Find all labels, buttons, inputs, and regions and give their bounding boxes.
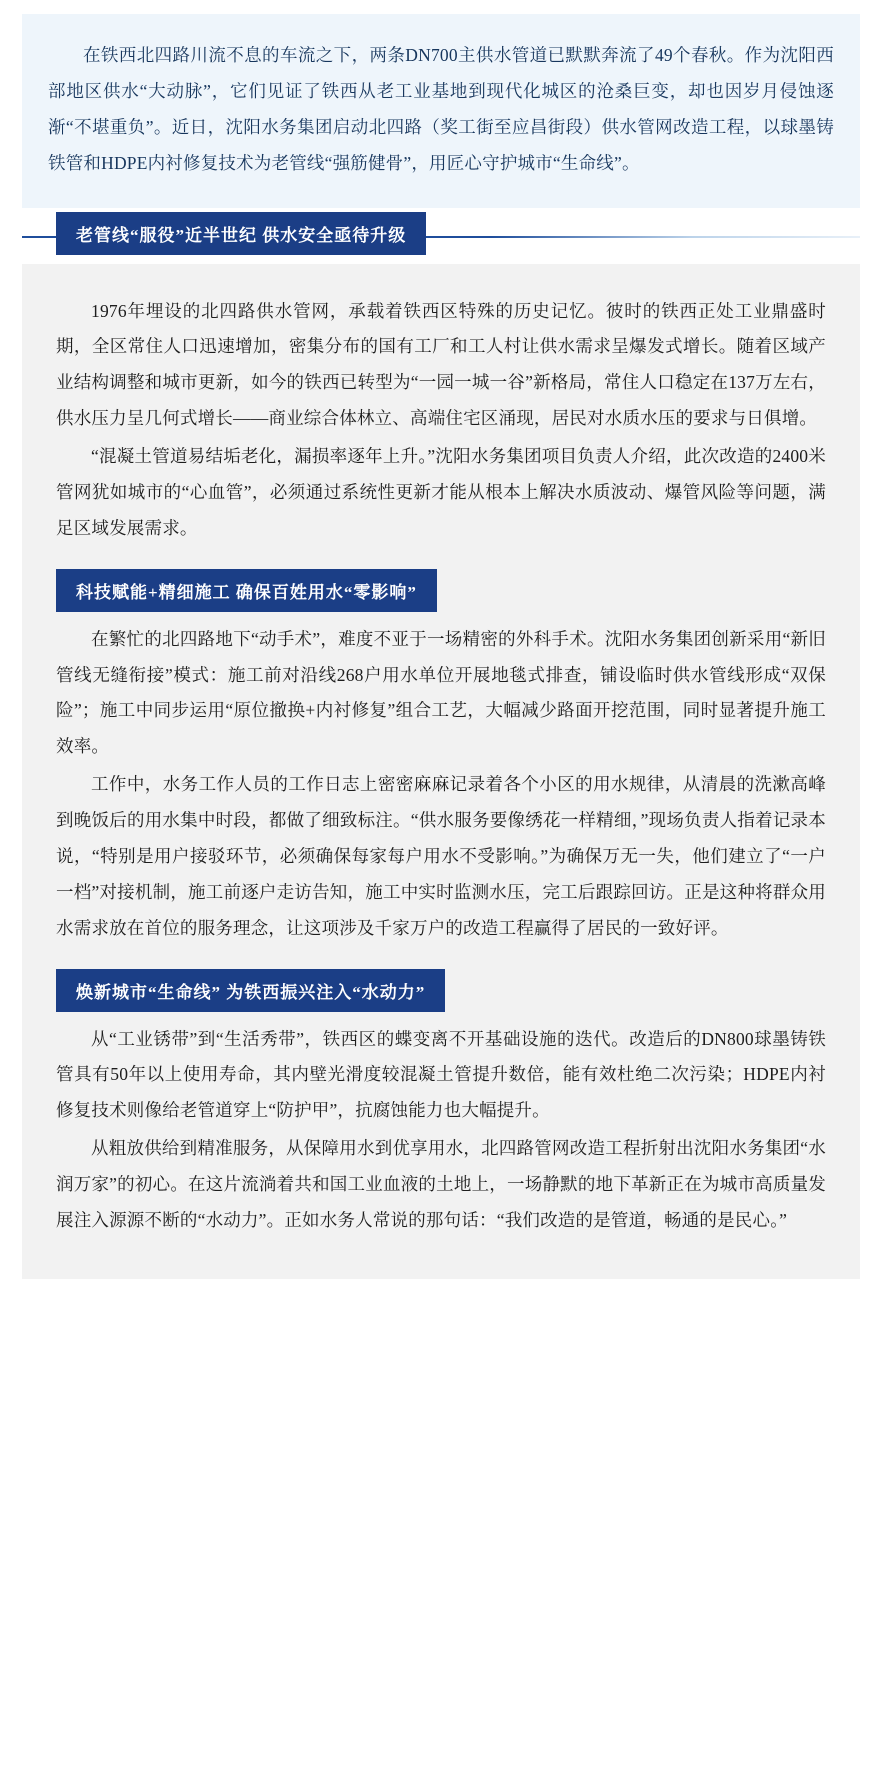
section-heading-3: 焕新城市“生命线” 为铁西振兴注入“水动力” <box>56 969 445 1012</box>
section-1-paragraph-2: “混凝土管道易结垢老化，漏损率逐年上升。”沈阳水务集团项目负责人介绍，此次改造的2400米管网犹如城市的“心血管”，必须通过系统性更新才能从根本上解决水质波动、爆管风险等问题，满足区域发展需求。 <box>56 446 826 538</box>
lead-paragraph: 在铁西北四路川流不息的车流之下，两条DN700主供水管道已默默奔流了49个春秋。作为沈阳西部地区供水“大动脉”，它们见证了铁西从老工业基地到现代化城区的沧桑巨变，却也因岁月侵蚀逐渐“不堪重负”。近日，沈阳水务集团启动北四路（奖工街至应昌街段）供水管网改造工程，以球墨铸铁管和HDPE内衬修复技术为老管线“强筋健骨”，用匠心守护城市“生命线”。 <box>48 45 834 173</box>
spacer-1 <box>22 547 860 569</box>
heading-row-2 <box>22 569 860 622</box>
section-3-paragraph-1: 从“工业锈带”到“生活秀带”，铁西区的蝶变离不开基础设施的迭代。改造后的DN800球墨铸铁管具有50年以上使用寿命，其内壁光滑度较混凝土管提升数倍，能有效杜绝二次污染；HDPE内衬修复技术则像给老管道穿上“防护甲”，抗腐蚀能力也大幅提升。 <box>56 1028 826 1121</box>
section-1-paragraph-1: 1976年埋设的北四路供水管网，承载着铁西区特殊的历史记忆。彼时的铁西正处工业鼎盛时期，全区常住人口迅速增加，密集分布的国有工厂和工人村让供水需求呈爆发式增长。随着区域产业结构调整和城市更新，如今的铁西已转型为“一园一城一谷”新格局，常住人口稳定在137万左右，供水压力呈几何式增长——商业综合体林立、高端住宅区涌现，居民对水质水压的要求与日俱增。 <box>56 300 826 429</box>
spacer-2 <box>22 947 860 969</box>
section-heading-1: 老管线“服役”近半世纪 供水安全亟待升级 <box>56 212 426 255</box>
lead-paragraph-box <box>22 14 860 208</box>
section-2-paragraph-1: 在繁忙的北四路地下“动手术”，难度不亚于一场精密的外科手术。沈阳水务集团创新采用“新旧管线无缝衔接”模式：施工前对沿线268户用水单位开展地毯式排查，铺设临时供水管线形成“双保险”；施工中同步运用“原位撤换+内衬修复”组合工艺，大幅减少路面开挖范围，同时显著提升施工效率。 <box>56 628 826 757</box>
article-page <box>0 14 882 1788</box>
article-body <box>22 225 860 1279</box>
section-2-paragraph-2: 工作中，水务工作人员的工作日志上密密麻麻记录着各个小区的用水规律，从清晨的洗漱高峰到晚饭后的用水集中时段，都做了细致标注。“供水服务要像绣花一样精细，”现场负责人指着记录本说，“特别是用户接驳环节，必须确保每家每户用水不受影响。”为确保万无一失，他们建立了“一户一档”对接机制，施工前逐户走访告知，施工中实时监测水压，完工后跟踪回访。正是这种将群众用水需求放在首位的服务理念，让这项涉及千家万户的改造工程赢得了居民的一致好评。 <box>56 774 826 938</box>
heading-row-3 <box>22 969 860 1022</box>
heading-row-1 <box>22 212 426 265</box>
section-heading-2: 科技赋能+精细施工 确保百姓用水“零影响” <box>56 569 437 612</box>
section-3-paragraph-2: 从粗放供给到精准服务，从保障用水到优享用水，北四路管网改造工程折射出沈阳水务集团“水润万家”的初心。在这片流淌着共和国工业血液的土地上，一场静默的地下革新正在为城市高质量发展注入源源不断的“水动力”。正如水务人常说的那句话：“我们改造的是管道，畅通的是民心。” <box>56 1138 826 1230</box>
